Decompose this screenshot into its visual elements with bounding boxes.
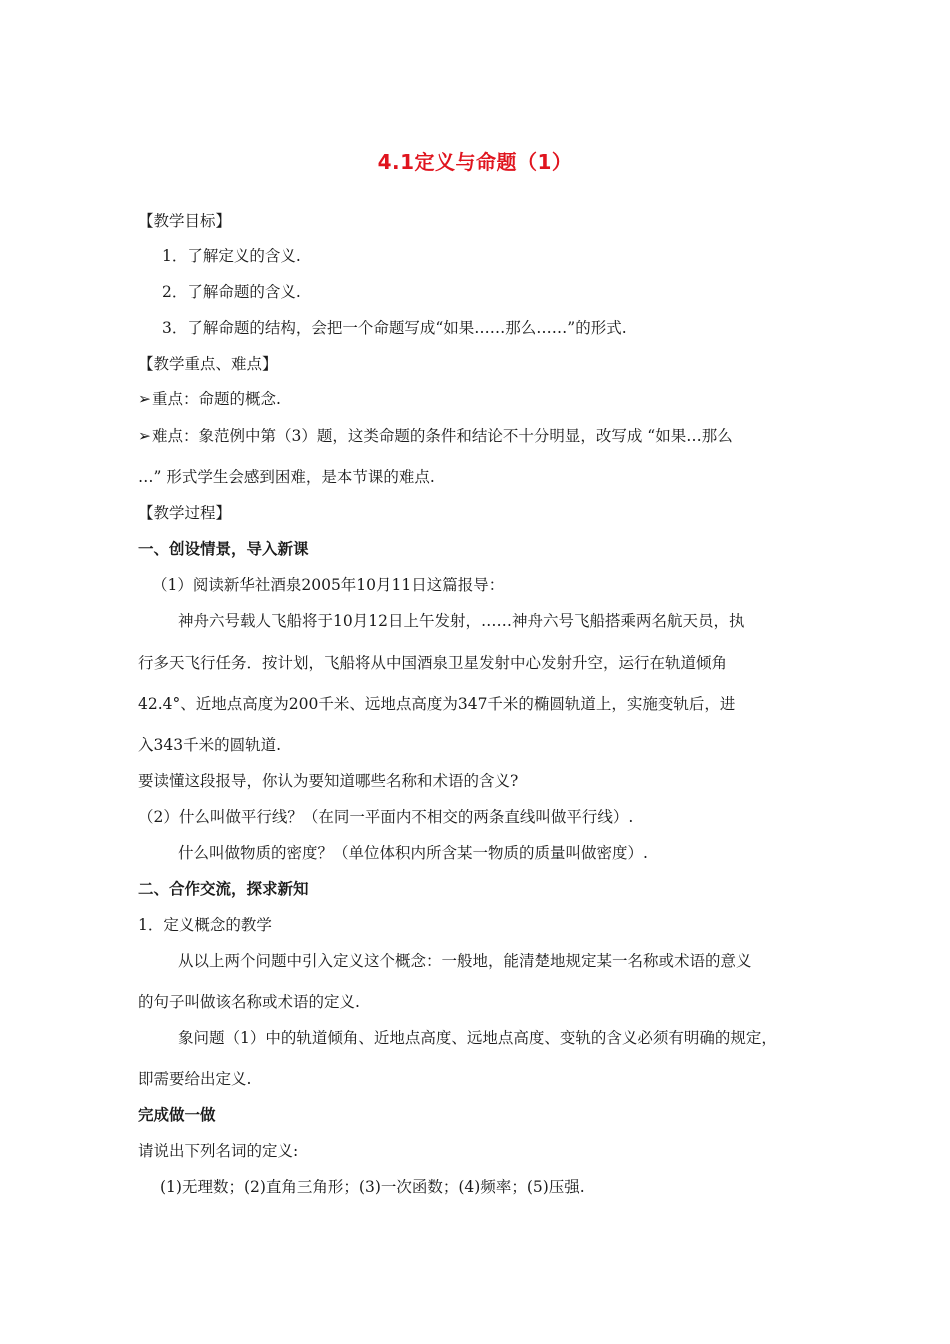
report-prompt: 要读懂这段报导，你认为要知道哪些名称和术语的含义? [138, 772, 519, 790]
focus-text: 重点：命题的概念. [152, 390, 281, 408]
example-paragraph: 即需要给出定义. [138, 1070, 252, 1088]
report-line: 入343千米的圆轨道. [138, 736, 282, 754]
exercise-prompt: 请说出下列名词的定义: [138, 1142, 299, 1160]
question-3: 什么叫做物质的密度？（单位体积内所含某一物质的质量叫做密度）. [178, 844, 648, 862]
difficulty-line [138, 425, 733, 447]
difficulty-continuation: …” 形式学生会感到困难，是本节课的难点. [138, 468, 435, 486]
report-line: 行多天飞行任务．按计划，飞船将从中国酒泉卫星发射中心发射升空，运行在轨道倾角 [138, 654, 728, 672]
example-paragraph: 象问题（1）中的轨道倾角、近地点高度、远地点高度、变轨的含义必须有明确的规定， [178, 1029, 777, 1047]
report-line: 神舟六号载人飞船将于10月12日上午发射，……神舟六号飞船搭乘两名航天员，执 [178, 612, 745, 630]
section2-heading: 二、合作交流，探求新知 [138, 880, 309, 898]
report-line: 42.4°、近地点高度为200千米、远地点高度为347千米的椭圆轨道上，实施变轨后，进 [138, 695, 736, 713]
objective-item: 1．了解定义的含义. [162, 247, 301, 265]
objective-item: 3．了解命题的结构，会把一个命题写成“如果……那么……”的形式. [162, 319, 627, 337]
difficulty-text: 难点：象范例中第（3）题，这类命题的条件和结论不十分明显，改写成 “如果…那么 [152, 427, 733, 445]
focus-line [138, 388, 281, 410]
objectives-heading: 【教学目标】 [138, 212, 232, 230]
process-heading: 【教学过程】 [138, 504, 232, 522]
question-2: （2）什么叫做平行线？（在同一平面内不相交的两条直线叫做平行线）. [138, 808, 634, 826]
arrow-bullet-icon: ➢ [138, 427, 151, 445]
subsection-heading: 1．定义概念的教学 [138, 916, 272, 934]
arrow-bullet-icon: ➢ [138, 390, 151, 408]
page-title: 4.1定义与命题（1） [377, 150, 573, 174]
exercise-items: (1)无理数；(2)直角三角形；(3)一次函数；(4)频率；(5)压强. [160, 1178, 585, 1196]
section1-heading: 一、创设情景，导入新课 [138, 540, 309, 558]
definition-paragraph: 从以上两个问题中引入定义这个概念：一般地，能清楚地规定某一名称或术语的意义 [178, 952, 752, 970]
definition-paragraph: 的句子叫做该名称或术语的定义. [138, 993, 360, 1011]
exercise-heading: 完成做一做 [138, 1106, 216, 1124]
key-points-heading: 【教学重点、难点】 [138, 355, 278, 373]
objective-item: 2．了解命题的含义. [162, 283, 301, 301]
question-1: （1）阅读新华社酒泉2005年10月11日这篇报导： [152, 576, 505, 594]
